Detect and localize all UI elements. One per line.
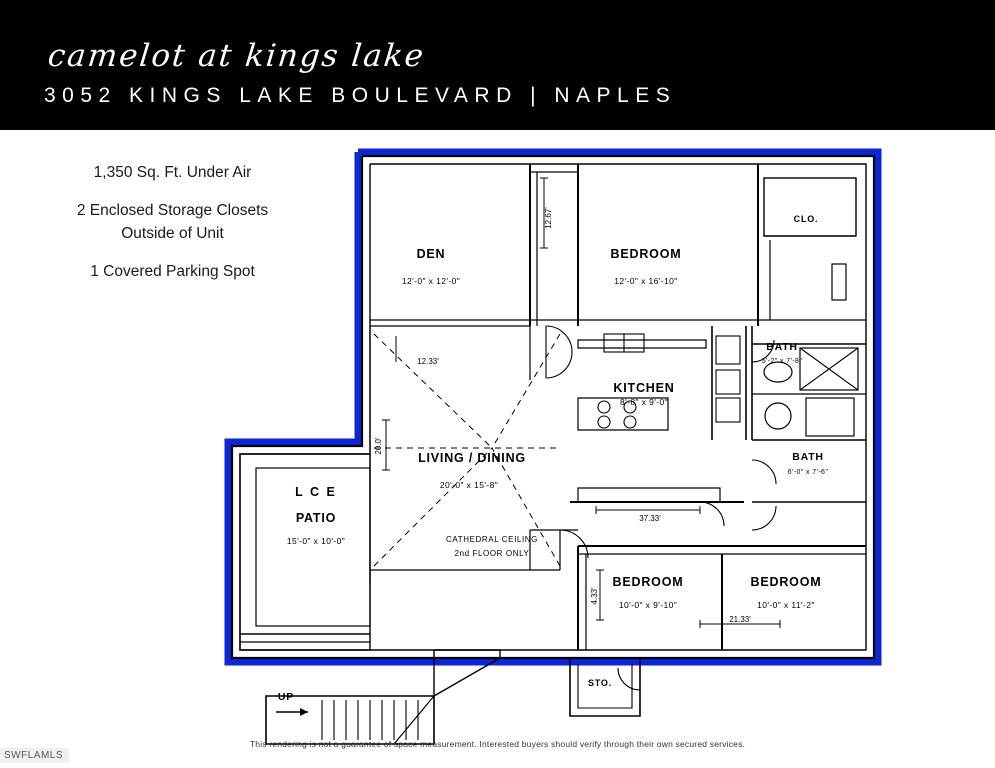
stair-label-up: UP (277, 691, 295, 703)
brand-title: camelot at kings lake (46, 38, 427, 74)
room-label-storage: STO. (587, 678, 613, 688)
room-dim-bath-1: 5'-2" x 7'-8" (761, 358, 803, 365)
room-dim-bath-2: 6'-0" x 7'-6" (787, 469, 829, 476)
disclaimer-text: This rendering is not a guarantee of space measurement. Interested buyers should verify through their own secured services. (249, 739, 746, 749)
info-storage-line1: 2 Enclosed Storage Closets (76, 202, 269, 220)
measurement-37-33: 37.33' (639, 514, 661, 523)
room-label-bedroom-2: BEDROOM (612, 575, 684, 589)
room-dim-bedroom-2: 10'-0" x 9'-10" (618, 600, 678, 610)
measurement-21-33: 21.33' (729, 615, 751, 624)
cathedral-ceiling-lines (374, 334, 560, 566)
room-dim-kitchen: 8'-8" x 9'-0" (619, 397, 669, 407)
room-label-kitchen: KITCHEN (613, 381, 675, 395)
measurement-labels (374, 207, 751, 624)
header-banner (0, 0, 995, 130)
wall-lines (232, 156, 874, 744)
room-label-closet: CLO. (793, 214, 819, 224)
room-label-bath-1: BATH (766, 341, 798, 353)
note-cathedral-line1: CATHEDRAL CEILING (446, 535, 538, 544)
property-address: 3052 KINGS LAKE BOULEVARD | NAPLES (44, 84, 677, 107)
room-label-bath-2: BATH (792, 451, 824, 463)
info-parking: 1 Covered Parking Spot (90, 263, 255, 281)
measurement-12-67: 12.67' (544, 207, 553, 229)
dimension-markers (382, 178, 780, 628)
room-label-patio: PATIO (295, 511, 337, 525)
room-dim-bedroom-3: 10'-0" x 11'-2" (757, 600, 815, 610)
floor-plan-drawing (0, 130, 995, 750)
measurement-20-0: 20.0' (374, 437, 383, 455)
room-label-den: DEN (416, 247, 446, 261)
room-dim-den: 12'-0" x 12'-0" (401, 276, 461, 286)
room-dim-patio: 15'-0" x 10'-0" (286, 536, 346, 546)
stair-up-indicator (276, 691, 308, 716)
room-label-bedroom-master: BEDROOM (610, 247, 682, 261)
room-label-living-dining: LIVING / DINING (418, 451, 526, 465)
room-label-lce: L C E (295, 485, 337, 499)
measurement-12-33: 12.33' (417, 357, 439, 366)
info-storage-line2: Outside of Unit (121, 224, 224, 242)
room-dim-living-dining: 20'-0" x 15'-8" (439, 480, 499, 490)
plan-notes (446, 535, 538, 558)
info-sqft: 1,350 Sq. Ft. Under Air (93, 164, 252, 181)
room-label-bedroom-3: BEDROOM (750, 575, 822, 589)
room-dim-bedroom-master: 12'-0" x 16'-10" (614, 276, 678, 286)
watermark-label: SWFLAMLS (0, 748, 69, 763)
measurement-4-33: 4.33' (590, 587, 599, 605)
note-cathedral-line2: 2nd FLOOR ONLY (454, 549, 530, 558)
